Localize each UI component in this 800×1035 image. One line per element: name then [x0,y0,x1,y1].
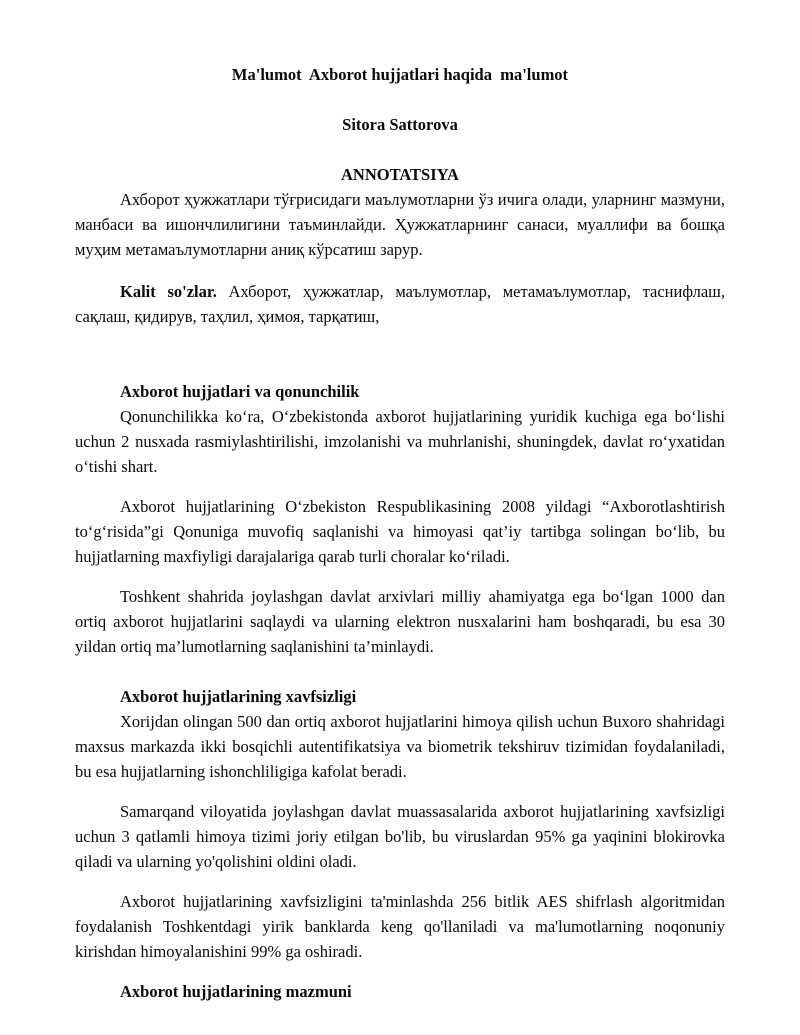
body-paragraph: Toshkent shahrida joylashgan davlat arxivlari milliy ahamiyatga ega bo‘lgan 1000 dan ortiq axborot hujjatlarini saqlaydi va ularning elektron nusxalarini ham boshqaradi, bu esa 30 yildan ortiq ma’lumotlarning saqlanishini ta’minlaydi. [75,587,725,656]
section-heading-xavfsizligi: Axborot hujjatlarining xavfsizligi [120,687,357,706]
body-paragraph: Axborot hujjatlarining xavfsizligini ta'minlashda 256 bitlik AES shifrlash algoritmidan foydalanish Toshkentdagi yirik banklarda keng qo'llaniladi va ma'lumotlarning noqonuniy kirishdan himoyalanishini 99% ga oshiradi. [75,892,725,961]
annotation-paragraph: Ахборот ҳужжатлари тўғрисидаги маълумотларни ўз ичига олади, уларнинг мазмуни, манбаси ва ишончлилигини таъминлайди. Ҳужжатларнинг санаси, муаллифи ва бошқа муҳим метамаълумотларни аниқ кўрсатиш зарур. [75,190,725,259]
body-paragraph: Qonunchilikka ko‘ra, O‘zbekistonda axborot hujjatlarining yuridik kuchiga ega bo‘lishi uchun 2 nusxada rasmiylashtirilishi, imzolanishi va muhrlanishi, shuningdek, davlat ro‘yxatidan o‘tishi shart. [75,407,725,476]
annotation-heading: ANNOTATSIYA [341,165,459,184]
body-paragraph: Xorijdan olingan 500 dan ortiq axborot hujjatlarini himoya qilish uchun Buxoro shahridagi maxsus markazda ikki bosqichli autentifikatsiya va biometrik tekshiruv tizimidan foydalaniladi, bu esa hujjatlarning ishonchliligiga kafolat beradi. [75,712,725,781]
keywords-text: Ахборот, ҳужжатлар, маълумотлар, метамаълумотлар, таснифлаш, сақлаш, қидирув, таҳлил, ҳимоя, тарқатиш, [75,282,725,326]
body-paragraph: Samarqand viloyatida joylashgan davlat muassasalarida axborot hujjatlarining xavfsizligi uchun 3 qatlamli himoya tizimi joriy etilgan bo'lib, bu viruslardan 95% ga yaqinini blokirovka qiladi va ularning yo'qolishini oldini oladi. [75,802,725,871]
body-paragraph: Axborot hujjatlarining O‘zbekiston Respublikasining 2008 yildagi “Axborotlashtirish to‘g‘risida”gi Qonuniga muvofiq saqlanishi va himoyasi qat’iy tartibga solingan bo‘lib, bu hujjatlarning maxfiyligi darajalariga qarab turli choralar ko‘riladi. [75,497,725,566]
document-title: Ma'lumot Axborot hujjatlari haqida ma'lumot [231,65,569,84]
section-heading-mazmuni: Axborot hujjatlarining mazmuni [120,982,352,1001]
keywords-paragraph [75,279,725,329]
keywords-label: Kalit so'zlar. [120,282,217,301]
section-heading-qonunchilik: Axborot hujjatlari va qonunchilik [120,382,360,401]
author-name: Sitora Sattorova [342,115,458,134]
